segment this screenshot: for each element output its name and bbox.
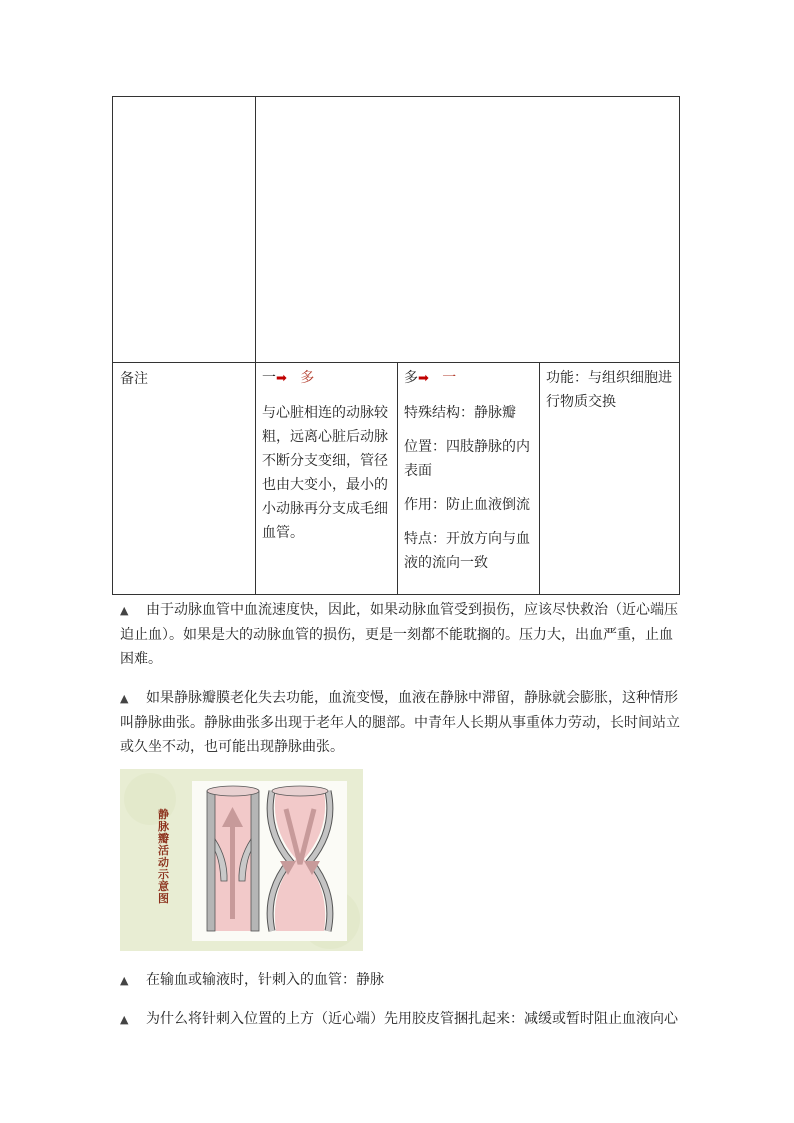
artery-flow: 一➡ 多 xyxy=(262,370,315,386)
open-valve-vessel xyxy=(207,786,259,931)
warning-triangle-icon: ▲ xyxy=(120,692,129,705)
vein-cell xyxy=(404,366,534,575)
qa-needle-vessel: ▲ 在输血或输液时，针刺入的血管：静脉 xyxy=(120,968,680,993)
remarks-label: 备注 xyxy=(120,371,148,387)
vein-valve-diagram xyxy=(120,769,363,951)
right-arrow-icon: ➡ xyxy=(418,371,429,386)
right-arrow-icon: ➡ xyxy=(276,371,287,386)
vein-valve-illustration xyxy=(120,769,363,951)
vein-special-structure: 特殊结构：静脉瓣 xyxy=(404,405,516,421)
table-divider xyxy=(113,362,679,363)
vein-function: 作用：防止血液倒流 xyxy=(404,497,530,513)
comparison-table xyxy=(112,96,680,595)
figure-title: 静脉瓣活动示意图 xyxy=(158,808,169,905)
artery-cell xyxy=(262,366,390,545)
note-artery-injury: ▲ 由于动脉血管中血流速度快，因此，如果动脉血管受到损伤，应该尽快救治（近心端压迫止血）。如果是大的动脉血管的损伤，更是一刻都不能耽搁的。压力大，出血严重，止血困难。 xyxy=(120,598,680,671)
qa-tourniquet: ▲ 为什么将针刺入位置的上方（近心端）先用胶皮管捆扎起来：减缓或暂时阻止血液向心 xyxy=(120,1007,690,1032)
table-divider xyxy=(255,97,256,594)
warning-triangle-icon: ▲ xyxy=(120,604,129,617)
vein-feature: 特点：开放方向与血液的流向一致 xyxy=(404,531,530,571)
note-varicose-veins: ▲ 如果静脉瓣膜老化失去功能，血流变慢，血液在静脉中滞留，静脉就会膨胀，这种情形叫静脉曲张。静脉曲张多出现于老年人的腿部。中青年人长期从事重体力劳动，长时间站立或久坐不动，也可能出现静脉曲张。 xyxy=(120,686,680,759)
table-divider xyxy=(397,362,398,594)
vein-flow: 多➡ 一 xyxy=(404,370,457,386)
artery-description: 与心脏相连的动脉较粗，远离心脏后动脉不断分支变细，管径也由大变小，最小的小动脉再分支成毛细血管。 xyxy=(262,405,388,541)
table-divider xyxy=(539,362,540,594)
capillary-function: 功能：与组织细胞进行物质交换 xyxy=(546,370,672,410)
warning-triangle-icon: ▲ xyxy=(120,1013,129,1026)
vein-position: 位置：四肢静脉的内表面 xyxy=(404,439,530,479)
capillary-cell xyxy=(546,366,676,414)
warning-triangle-icon: ▲ xyxy=(120,974,129,987)
